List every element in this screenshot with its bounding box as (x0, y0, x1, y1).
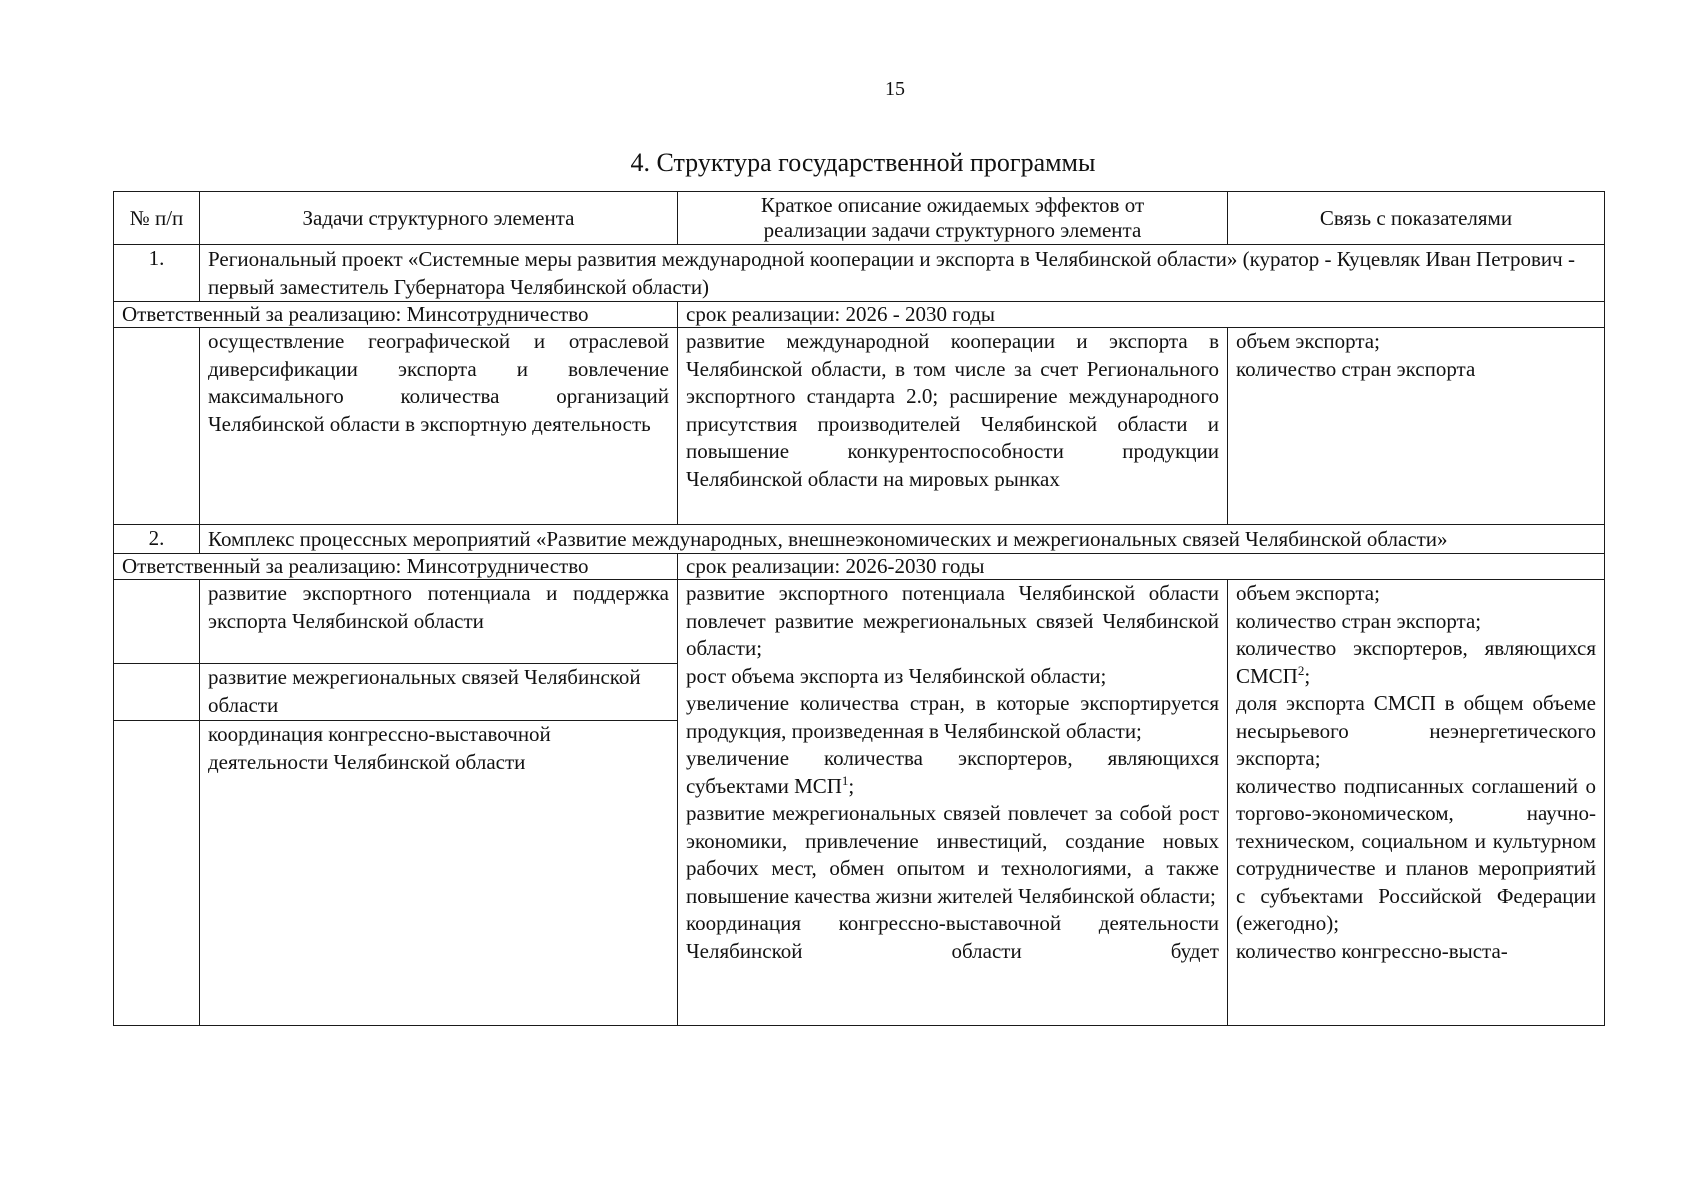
section-2-title: Комплекс процессных мероприятий «Развитие международных, внешнеэкономических и межрегиональных связей Челябинской области» (200, 525, 1605, 554)
indicator-item: количество конгрессно-выста- (1236, 938, 1508, 963)
section-1-responsible: Ответственный за реализацию: Минсотрудничество (114, 302, 678, 328)
page-number: 15 (885, 78, 905, 100)
section-2-empty-num (114, 580, 200, 664)
section-2-indicators (1228, 580, 1605, 1026)
section-2-title-row (114, 525, 1605, 554)
section-1-term: срок реализации: 2026 - 2030 годы (678, 302, 1605, 328)
header-indicators: Связь с показателями (1228, 192, 1605, 245)
section-2-empty-num (114, 664, 200, 721)
section-1-effects: развитие международной кооперации и экспорта в Челябинской области, в том числе за счет Регионального экспортного стандарта 2.0; расширение международного присутствия производителей Челябинской области и повышение конкурентоспособности продукции Челябинской области на мировых рынках (678, 328, 1228, 525)
section-2-task-1: развитие экспортного потенциала и поддержка экспорта Челябинской области (200, 580, 678, 664)
effect-item: увеличение количества экспортеров, являющихся субъектами МСП$^1$; (686, 746, 1219, 798)
indicator-item: количество стран экспорта; (1236, 608, 1482, 633)
indicator-item: количество подписанных соглашений о торгово-экономическом, научно-техническом, социальном и культурном сотрудничестве и планов мероприятий с субъектами Российской Федерации (ежегодно); (1236, 773, 1596, 935)
section-2-responsible: Ответственный за реализацию: Минсотрудничество (114, 554, 678, 580)
section-2-content-row-1 (114, 580, 1605, 664)
header-tasks: Задачи структурного элемента (200, 192, 678, 245)
section-1-task: осуществление географической и отраслевой диверсификации экспорта и вовлечение максимального количества организаций Челябинской области в экспортную деятельность (200, 328, 678, 525)
indicator-item: количество экспортеров, являющихся СМСП$^2$; (1236, 636, 1596, 688)
effect-item: рост объема экспорта из Челябинской области; (686, 663, 1107, 688)
section-1-title-row (114, 245, 1605, 302)
effect-item: координация конгрессно-выставочной деятельности Челябинской области будет (686, 911, 1219, 963)
table-header-row (114, 192, 1605, 245)
indicator-item: объем экспорта; (1236, 581, 1380, 605)
section-1-indicators (1228, 328, 1605, 525)
program-structure-table (113, 191, 1605, 1026)
indicator-item: количество стран экспорта (1236, 356, 1476, 381)
section-2-task-3: координация конгрессно-выставочной деятельности Челябинской области (200, 721, 678, 1026)
section-2-term: срок реализации: 2026-2030 годы (678, 554, 1605, 580)
section-2-number: 2. (114, 525, 200, 554)
header-num: № п/п (114, 192, 200, 245)
section-1-number: 1. (114, 245, 200, 302)
effect-item: увеличение количества стран, в которые экспортируется продукция, произведенная в Челябинской области; (686, 691, 1219, 743)
section-2-responsible-row (114, 554, 1605, 580)
document-title: 4. Структура государственной программы (630, 148, 1096, 177)
effect-item: развитие межрегиональных связей повлечет за собой рост экономики, привлечение инвестиций, создание новых рабочих мест, обмен опытом и технологиями, а также повышение качества жизни жителей Челябинской области; (686, 801, 1219, 908)
section-2-empty-num (114, 721, 200, 1026)
indicator-item: объем экспорта; (1236, 329, 1380, 353)
header-effects: Краткое описание ожидаемых эффектов от реализации задачи структурного элемента (678, 192, 1228, 245)
indicator-item: доля экспорта СМСП в общем объеме несырьевого неэнергетического экспорта; (1236, 691, 1596, 770)
section-1-title: Региональный проект «Системные меры развития международной кооперации и экспорта в Челябинской области» (куратор - Куцевляк Иван Петрович - первый заместитель Губернатора Челябинской области) (200, 245, 1605, 302)
section-2-effects (678, 580, 1228, 1026)
effect-item: развитие экспортного потенциала Челябинской области повлечет развитие межрегиональных связей Челябинской области; (686, 581, 1219, 660)
section-1-responsible-row (114, 302, 1605, 328)
section-2-task-2: развитие межрегиональных связей Челябинской области (200, 664, 678, 721)
section-1-empty-num (114, 328, 200, 525)
section-1-content-row (114, 328, 1605, 525)
